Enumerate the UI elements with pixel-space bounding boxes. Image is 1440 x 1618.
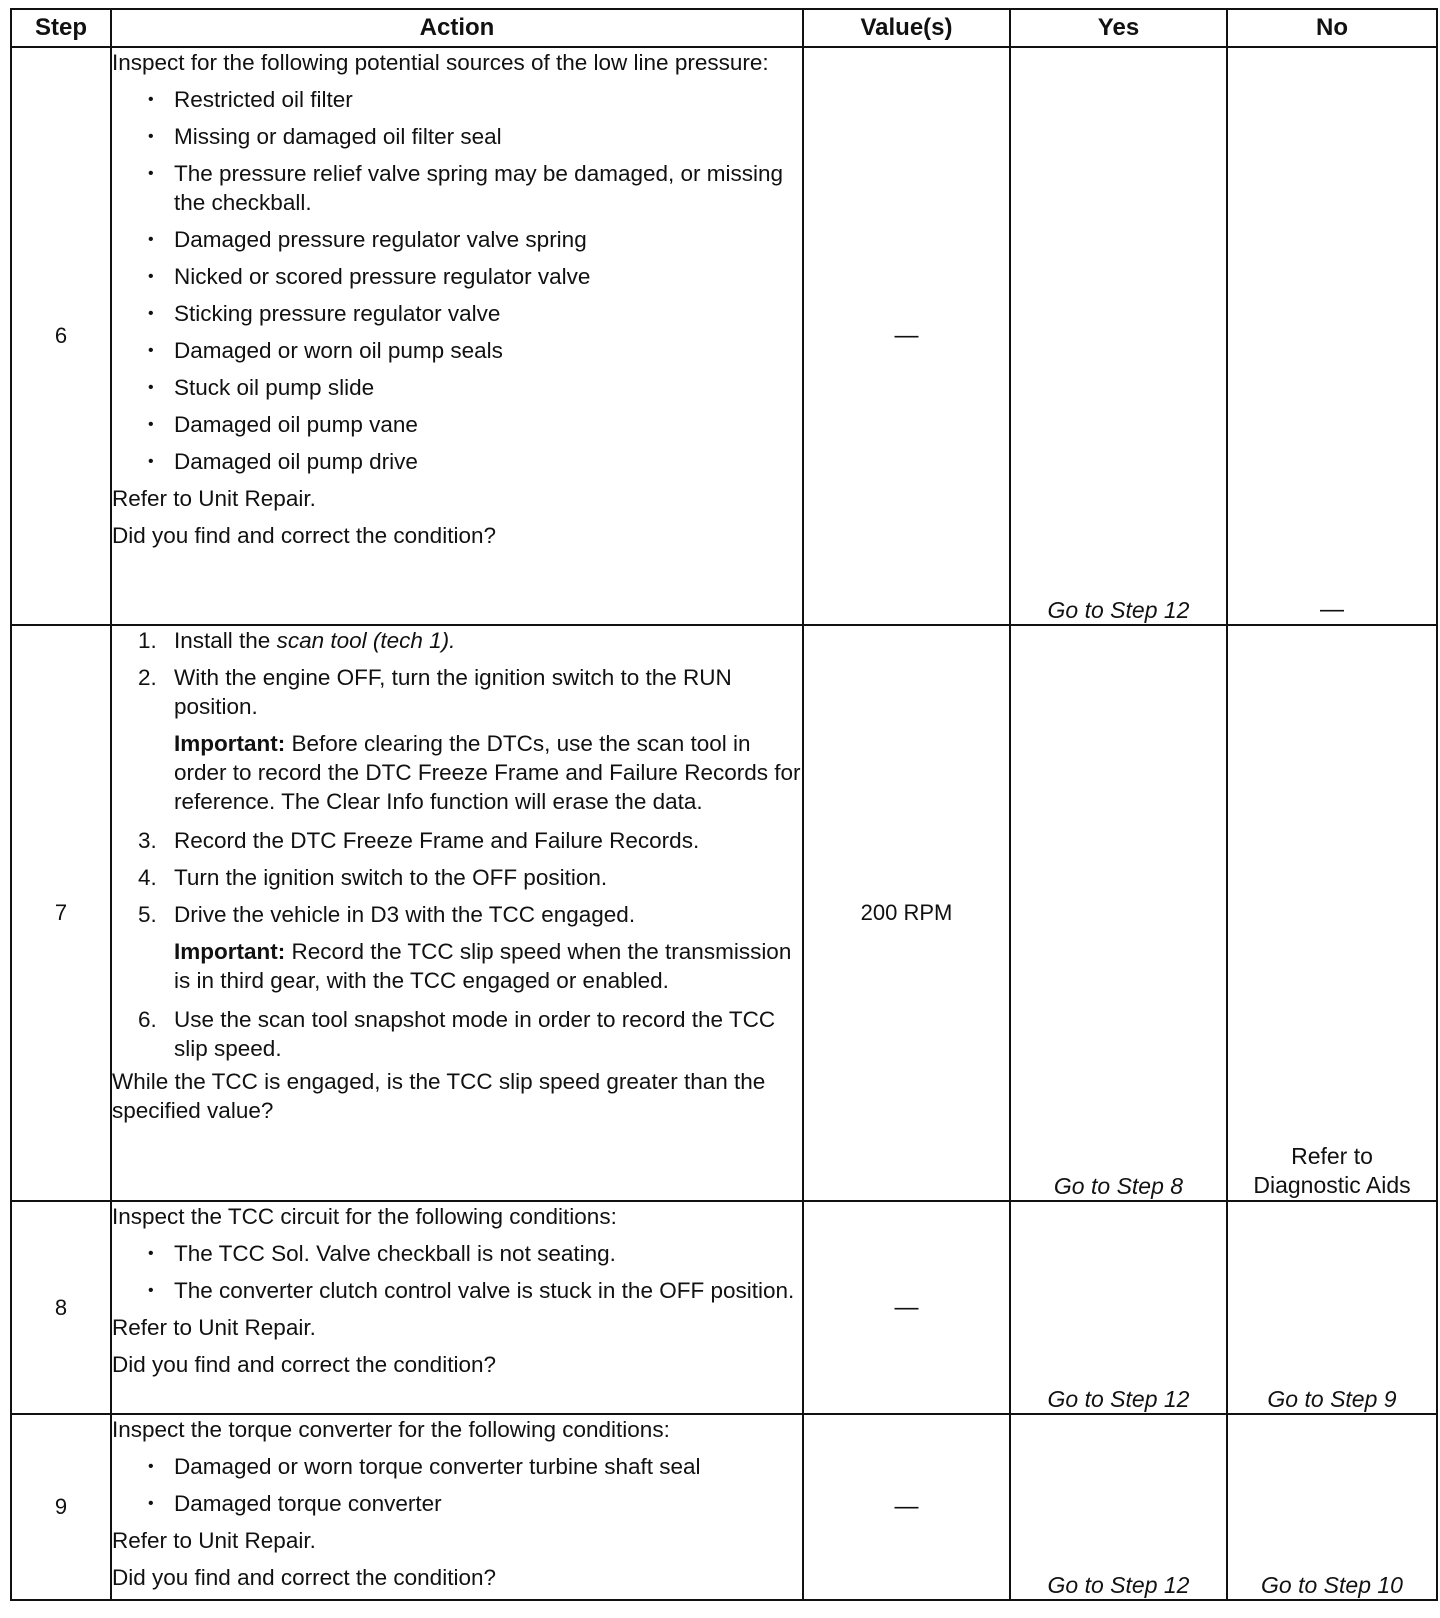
list-item — [112, 663, 802, 721]
no-text-line-2: Diagnostic Aids — [1253, 1172, 1411, 1198]
list-item — [112, 900, 802, 929]
question-text: While the TCC is engaged, is the TCC slip speed greater than the specified value? — [112, 1069, 766, 1123]
table-row-step-9 — [11, 1414, 1437, 1600]
list-item: • Missing or damaged oil filter seal — [112, 122, 802, 151]
no-cell — [1227, 1201, 1437, 1414]
procedure-list — [112, 1005, 802, 1063]
item-number: 5. — [138, 902, 157, 927]
action-cell — [111, 47, 803, 625]
item-italic: scan tool (tech 1). — [276, 628, 456, 653]
no-text: Go to Step 10 — [1261, 1572, 1403, 1598]
action-cell — [111, 625, 803, 1201]
header-step: Step — [11, 9, 111, 47]
refer-text: Refer to Unit Repair. — [112, 1528, 316, 1553]
item-text: With the engine OFF, turn the ignition switch to the RUN position. — [174, 665, 732, 719]
list-item: • Sticking pressure regulator valve — [112, 299, 802, 328]
no-cell — [1227, 625, 1437, 1201]
value-cell — [803, 625, 1010, 1201]
list-item: • The converter clutch control valve is stuck in the OFF position. — [112, 1276, 802, 1305]
note-text: Before clearing the DTCs, use the scan tool in order to record the DTC Freeze Frame and Failure Records for reference. The Clear Info function will erase the data. — [174, 731, 801, 814]
step-number: 9 — [11, 1414, 111, 1600]
no-text: — — [1320, 596, 1344, 623]
condition-list — [112, 85, 802, 476]
list-item: • Nicked or scored pressure regulator valve — [112, 262, 802, 291]
condition-list — [112, 1239, 802, 1305]
header-no: No — [1227, 9, 1437, 47]
no-cell — [1227, 47, 1437, 625]
no-text-line-1: Refer to — [1291, 1143, 1373, 1169]
item-text: Install the — [174, 628, 271, 653]
item-number: 4. — [138, 865, 157, 890]
question-text: Did you find and correct the condition? — [112, 1565, 496, 1590]
condition-list — [112, 1452, 802, 1518]
item-number: 1. — [138, 628, 157, 653]
yes-text: Go to Step 12 — [1047, 597, 1190, 623]
list-item — [112, 863, 802, 892]
question-text: Did you find and correct the condition? — [112, 1352, 496, 1377]
list-item: • Damaged oil pump vane — [112, 410, 802, 439]
step-number: 6 — [11, 47, 111, 625]
value-text: — — [894, 322, 919, 349]
list-item: • Stuck oil pump slide — [112, 373, 802, 402]
important-note — [112, 937, 802, 995]
diagnostic-table — [10, 8, 1438, 1601]
action-intro: Inspect the TCC circuit for the following conditions: — [112, 1204, 617, 1229]
note-text: Record the TCC slip speed when the transmission is in third gear, with the TCC engaged or enabled. — [174, 939, 792, 993]
header-values: Value(s) — [803, 9, 1010, 47]
list-item: • Damaged or worn torque converter turbine shaft seal — [112, 1452, 802, 1481]
item-text: Use the scan tool snapshot mode in order to record the TCC slip speed. — [174, 1007, 776, 1061]
note-label: Important: — [174, 731, 286, 756]
list-item: • Damaged or worn oil pump seals — [112, 336, 802, 365]
list-item: • Damaged torque converter — [112, 1489, 802, 1518]
item-text: Record the DTC Freeze Frame and Failure Records. — [174, 828, 700, 853]
list-item — [112, 626, 802, 655]
value-text: — — [894, 1493, 919, 1520]
table-row-step-6 — [11, 47, 1437, 625]
refer-text: Refer to Unit Repair. — [112, 486, 316, 511]
header-action: Action — [111, 9, 803, 47]
step-number: 7 — [11, 625, 111, 1201]
value-cell — [803, 47, 1010, 625]
yes-cell — [1010, 1201, 1227, 1414]
no-text: Go to Step 9 — [1267, 1386, 1397, 1412]
action-intro: Inspect the torque converter for the following conditions: — [112, 1417, 670, 1442]
item-number: 6. — [138, 1007, 157, 1032]
table-row-step-7 — [11, 625, 1437, 1201]
procedure-list — [112, 826, 802, 929]
procedure-list — [112, 626, 802, 721]
header-row — [11, 9, 1437, 47]
value-cell — [803, 1201, 1010, 1414]
yes-cell — [1010, 47, 1227, 625]
important-note — [112, 729, 802, 816]
action-cell — [111, 1414, 803, 1600]
step-number: 8 — [11, 1201, 111, 1414]
header-yes: Yes — [1010, 9, 1227, 47]
table-row-step-8 — [11, 1201, 1437, 1414]
yes-cell — [1010, 1414, 1227, 1600]
question-text: Did you find and correct the condition? — [112, 523, 496, 548]
value-text: 200 RPM — [860, 900, 953, 925]
value-cell — [803, 1414, 1010, 1600]
list-item: • The pressure relief valve spring may be damaged, or missing the checkball. — [112, 159, 802, 217]
action-intro: Inspect for the following potential sources of the low line pressure: — [112, 50, 769, 75]
list-item: • Restricted oil filter — [112, 85, 802, 114]
item-text: Drive the vehicle in D3 with the TCC engaged. — [174, 902, 636, 927]
no-cell — [1227, 1414, 1437, 1600]
item-number: 2. — [138, 665, 157, 690]
item-text: Turn the ignition switch to the OFF position. — [174, 865, 608, 890]
list-item — [112, 1005, 802, 1063]
yes-text: Go to Step 12 — [1047, 1386, 1190, 1412]
yes-text: Go to Step 12 — [1047, 1572, 1190, 1598]
value-text: — — [894, 1293, 919, 1321]
list-item: • Damaged pressure regulator valve spring — [112, 225, 802, 254]
note-label: Important: — [174, 939, 286, 964]
refer-text: Refer to Unit Repair. — [112, 1315, 316, 1340]
list-item — [112, 826, 802, 855]
yes-text: Go to Step 8 — [1053, 1173, 1184, 1199]
action-cell — [111, 1201, 803, 1414]
item-number: 3. — [138, 828, 157, 853]
yes-cell — [1010, 625, 1227, 1201]
list-item: • The TCC Sol. Valve checkball is not seating. — [112, 1239, 802, 1268]
list-item: • Damaged oil pump drive — [112, 447, 802, 476]
